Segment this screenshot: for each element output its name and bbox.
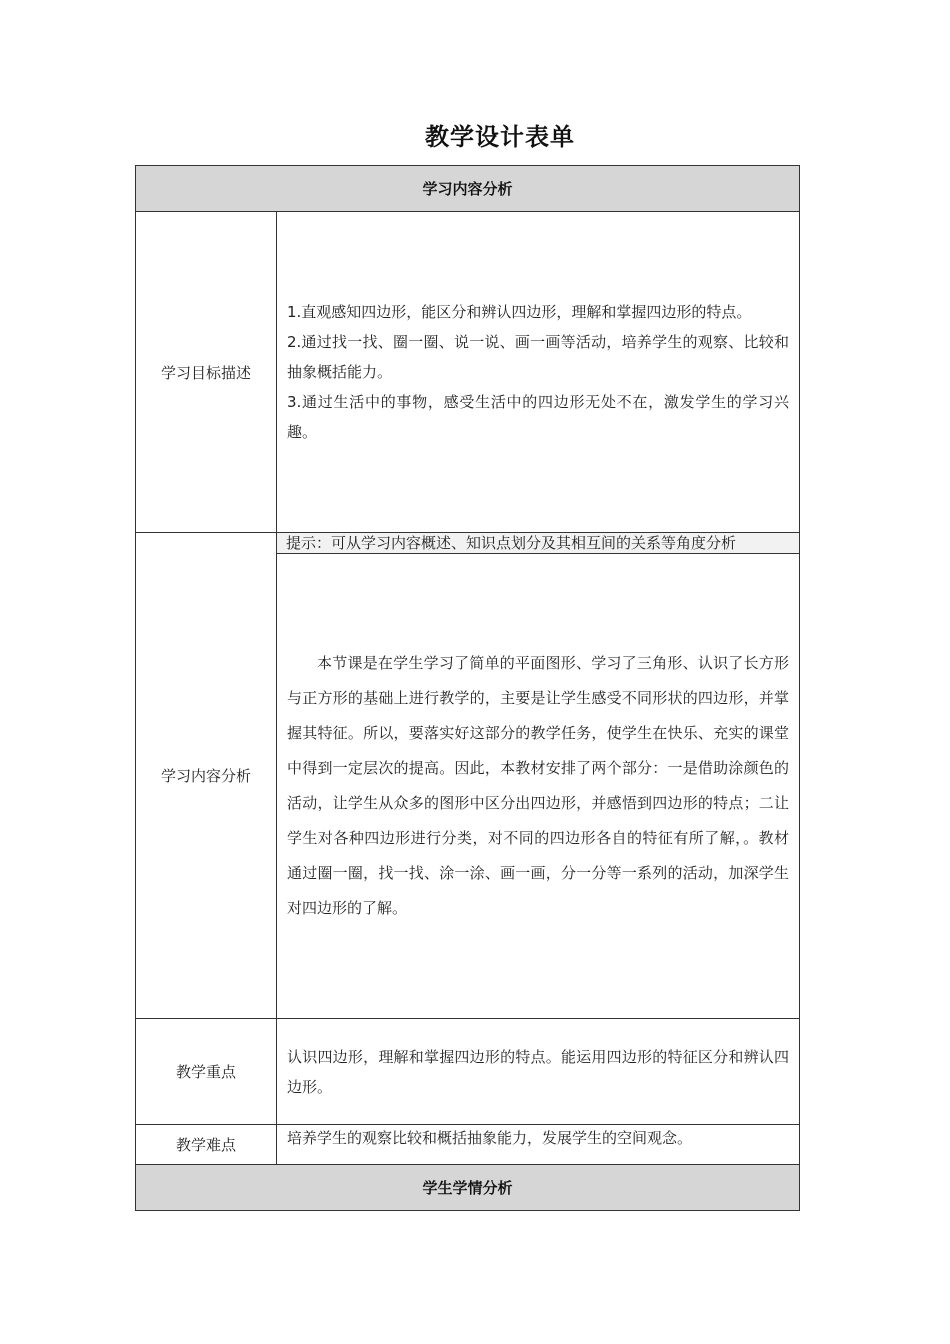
content-analysis-text: 本节课是在学生学习了简单的平面图形、学习了三角形、认识了长方形与正方形的基础上进行教学的，主要是让学生感受不同形状的四边形，并掌握其特征。所以，要落实好这部分的教学任务，使学生在快乐、充实的课堂中得到一定层次的提高。因此，本教材安排了两个部分：一是借助涂颜色的活动，让学生从众多的图形中区分出四边形，并感悟到四边形的特点；二让学生对各种四边形进行分类，对不同的四边形各自的特征有所了解，。教材通过圈一圈，找一找、涂一涂、画一画，分一分等一系列的活动，加深学生对四边形的了解。 — [277, 554, 800, 1019]
learning-objectives-label: 学习目标描述 — [136, 212, 277, 533]
learning-objectives-row — [136, 212, 800, 533]
difficulties-row — [136, 1125, 800, 1165]
difficulties-label: 教学难点 — [136, 1125, 277, 1165]
student-analysis-header-row — [136, 1165, 800, 1211]
objective-item-3: 3.通过生活中的事物，感受生活中的四边形无处不在，激发学生的学习兴趣。 — [287, 393, 790, 441]
section-header-row — [136, 166, 800, 212]
content-analysis-hint-row — [136, 533, 800, 554]
content-analysis-label: 学习内容分析 — [136, 533, 277, 1019]
content-analysis-hint: 提示：可从学习内容概述、知识点划分及其相互间的关系等角度分析 — [277, 533, 800, 554]
difficulties-text: 培养学生的观察比较和概括抽象能力，发展学生的空间观念。 — [277, 1125, 800, 1165]
objective-item-1: 1.直观感知四边形，能区分和辨认四边形，理解和掌握四边形的特点。 — [287, 303, 752, 321]
key-points-text: 认识四边形，理解和掌握四边形的特点。能运用四边形的特征区分和辨认四边形。 — [277, 1019, 800, 1125]
key-points-label: 教学重点 — [136, 1019, 277, 1125]
objective-item-2: 2.通过找一找、圈一圈、说一说、画一画等活动，培养学生的观察、比较和抽象概括能力。 — [287, 333, 790, 381]
section-header-student-analysis: 学生学情分析 — [136, 1165, 800, 1211]
learning-objectives-content — [277, 212, 800, 533]
section-header-learning-content: 学习内容分析 — [136, 166, 800, 212]
key-points-row — [136, 1019, 800, 1125]
teaching-design-table — [135, 165, 800, 1211]
document-title: 教学设计表单 — [425, 123, 575, 151]
